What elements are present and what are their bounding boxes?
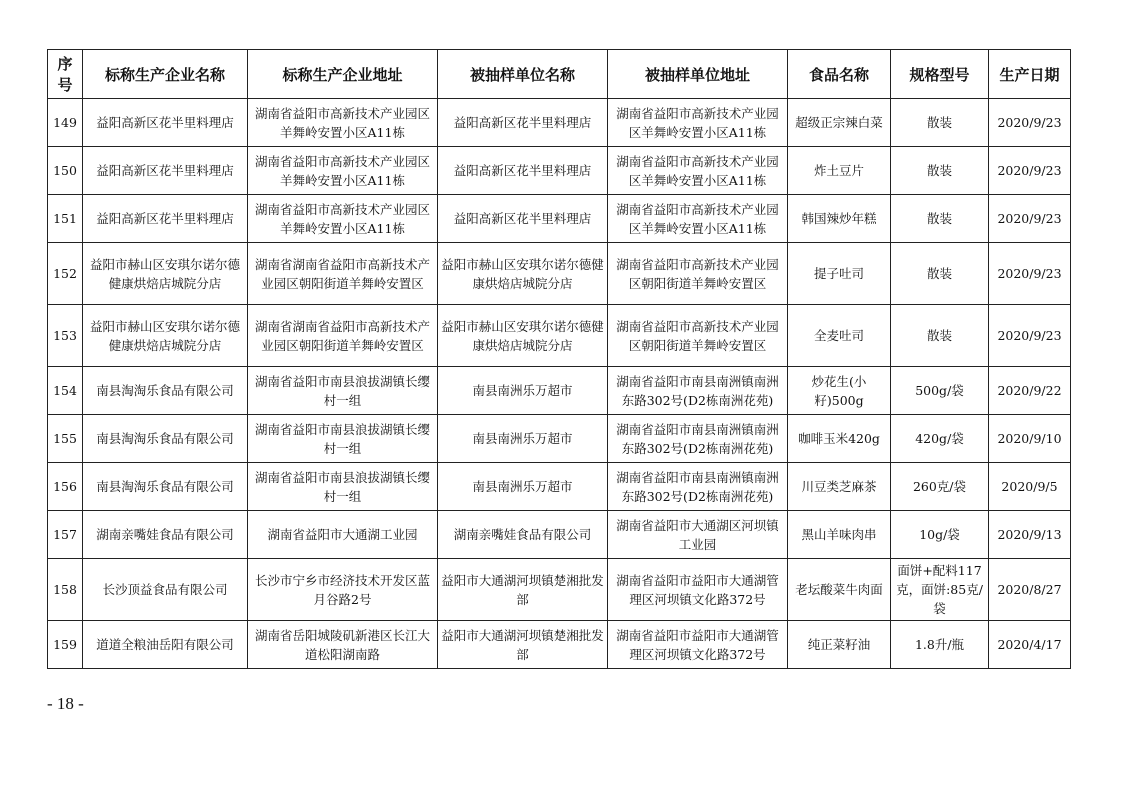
sampled-address: 湖南省益阳市高新技术产业园区羊舞岭安置小区A11栋 xyxy=(608,99,788,147)
maker-address: 湖南省益阳市大通湖工业园 xyxy=(248,511,438,559)
production-date: 2020/8/27 xyxy=(989,559,1071,621)
sampled-address: 湖南省益阳市南县南洲镇南洲东路302号(D2栋南洲花苑) xyxy=(608,367,788,415)
maker-name: 益阳市赫山区安琪尔诺尔德健康烘焙店城院分店 xyxy=(83,243,248,305)
food-name: 咖啡玉米420g xyxy=(788,415,891,463)
sampled-address: 湖南省益阳市高新技术产业园区羊舞岭安置小区A11栋 xyxy=(608,195,788,243)
table-row xyxy=(48,415,1071,463)
production-date: 2020/9/13 xyxy=(989,511,1071,559)
row-number: 153 xyxy=(48,305,83,367)
maker-name: 南县淘淘乐食品有限公司 xyxy=(83,463,248,511)
header-sampled-address: 被抽样单位地址 xyxy=(608,50,788,99)
spec: 420g/袋 xyxy=(891,415,989,463)
maker-address: 湖南省益阳市南县浪拔湖镇长缨村一组 xyxy=(248,463,438,511)
row-number: 152 xyxy=(48,243,83,305)
production-date: 2020/9/23 xyxy=(989,243,1071,305)
food-name: 超级正宗辣白菜 xyxy=(788,99,891,147)
sampled-address: 湖南省益阳市益阳市大通湖管理区河坝镇文化路372号 xyxy=(608,621,788,669)
spec: 散装 xyxy=(891,195,989,243)
row-number: 159 xyxy=(48,621,83,669)
maker-name: 南县淘淘乐食品有限公司 xyxy=(83,415,248,463)
sampled-unit: 益阳高新区花半里料理店 xyxy=(438,99,608,147)
row-number: 155 xyxy=(48,415,83,463)
sampled-address: 湖南省益阳市南县南洲镇南洲东路302号(D2栋南洲花苑) xyxy=(608,463,788,511)
maker-name: 长沙顶益食品有限公司 xyxy=(83,559,248,621)
row-number: 149 xyxy=(48,99,83,147)
maker-name: 益阳高新区花半里料理店 xyxy=(83,147,248,195)
maker-address: 长沙市宁乡市经济技术开发区蓝月谷路2号 xyxy=(248,559,438,621)
spec: 面饼+配料117克，面饼:85克/袋 xyxy=(891,559,989,621)
table-row xyxy=(48,511,1071,559)
table-row xyxy=(48,99,1071,147)
food-name: 老坛酸菜牛肉面 xyxy=(788,559,891,621)
food-name: 黑山羊味肉串 xyxy=(788,511,891,559)
spec: 1.8升/瓶 xyxy=(891,621,989,669)
sampled-unit: 益阳市赫山区安琪尔诺尔德健康烘焙店城院分店 xyxy=(438,305,608,367)
production-date: 2020/9/23 xyxy=(989,305,1071,367)
production-date: 2020/9/5 xyxy=(989,463,1071,511)
table-row xyxy=(48,243,1071,305)
sampled-unit: 益阳高新区花半里料理店 xyxy=(438,147,608,195)
row-number: 158 xyxy=(48,559,83,621)
table-row xyxy=(48,305,1071,367)
maker-address: 湖南省益阳市南县浪拔湖镇长缨村一组 xyxy=(248,367,438,415)
maker-address: 湖南省湖南省益阳市高新技术产业园区朝阳街道羊舞岭安置区 xyxy=(248,305,438,367)
header-maker-address: 标称生产企业地址 xyxy=(248,50,438,99)
food-name: 全麦吐司 xyxy=(788,305,891,367)
sampled-address: 湖南省益阳市高新技术产业园区朝阳街道羊舞岭安置区 xyxy=(608,305,788,367)
page-number: - 18 - xyxy=(47,694,84,713)
production-date: 2020/4/17 xyxy=(989,621,1071,669)
sampled-address: 湖南省益阳市大通湖区河坝镇工业园 xyxy=(608,511,788,559)
spec: 260克/袋 xyxy=(891,463,989,511)
table-row xyxy=(48,147,1071,195)
maker-name: 湖南亲嘴娃食品有限公司 xyxy=(83,511,248,559)
spec: 500g/袋 xyxy=(891,367,989,415)
sampled-unit: 益阳市大通湖河坝镇楚湘批发部 xyxy=(438,559,608,621)
spec: 10g/袋 xyxy=(891,511,989,559)
sampling-table xyxy=(47,49,1071,669)
maker-address: 湖南省益阳市高新技术产业园区羊舞岭安置小区A11栋 xyxy=(248,147,438,195)
table-row xyxy=(48,621,1071,669)
maker-name: 益阳高新区花半里料理店 xyxy=(83,99,248,147)
production-date: 2020/9/23 xyxy=(989,99,1071,147)
food-name: 炒花生(小籽)500g xyxy=(788,367,891,415)
sampled-address: 湖南省益阳市益阳市大通湖管理区河坝镇文化路372号 xyxy=(608,559,788,621)
sampled-unit: 益阳市赫山区安琪尔诺尔德健康烘焙店城院分店 xyxy=(438,243,608,305)
row-number: 151 xyxy=(48,195,83,243)
header-maker: 标称生产企业名称 xyxy=(83,50,248,99)
maker-address: 湖南省湖南省益阳市高新技术产业园区朝阳街道羊舞岭安置区 xyxy=(248,243,438,305)
maker-name: 南县淘淘乐食品有限公司 xyxy=(83,367,248,415)
food-name: 川豆类芝麻茶 xyxy=(788,463,891,511)
production-date: 2020/9/22 xyxy=(989,367,1071,415)
spec: 散装 xyxy=(891,99,989,147)
production-date: 2020/9/23 xyxy=(989,195,1071,243)
maker-address: 湖南省益阳市高新技术产业园区羊舞岭安置小区A11栋 xyxy=(248,195,438,243)
row-number: 150 xyxy=(48,147,83,195)
food-name: 提子吐司 xyxy=(788,243,891,305)
table-row xyxy=(48,559,1071,621)
maker-address: 湖南省益阳市高新技术产业园区羊舞岭安置小区A11栋 xyxy=(248,99,438,147)
sampled-unit: 益阳高新区花半里料理店 xyxy=(438,195,608,243)
table-row xyxy=(48,367,1071,415)
sampled-unit: 南县南洲乐万超市 xyxy=(438,367,608,415)
production-date: 2020/9/23 xyxy=(989,147,1071,195)
maker-address: 湖南省岳阳城陵矶新港区长江大道松阳湖南路 xyxy=(248,621,438,669)
sampled-unit: 南县南洲乐万超市 xyxy=(438,463,608,511)
header-production-date: 生产日期 xyxy=(989,50,1071,99)
header-sampled-unit: 被抽样单位名称 xyxy=(438,50,608,99)
sampled-unit: 南县南洲乐万超市 xyxy=(438,415,608,463)
maker-name: 益阳高新区花半里料理店 xyxy=(83,195,248,243)
row-number: 157 xyxy=(48,511,83,559)
food-name: 炸土豆片 xyxy=(788,147,891,195)
table-row xyxy=(48,463,1071,511)
sampled-address: 湖南省益阳市高新技术产业园区羊舞岭安置小区A11栋 xyxy=(608,147,788,195)
maker-address: 湖南省益阳市南县浪拔湖镇长缨村一组 xyxy=(248,415,438,463)
food-name: 韩国辣炒年糕 xyxy=(788,195,891,243)
header-spec: 规格型号 xyxy=(891,50,989,99)
spec: 散装 xyxy=(891,147,989,195)
maker-name: 益阳市赫山区安琪尔诺尔德健康烘焙店城院分店 xyxy=(83,305,248,367)
table-header-row xyxy=(48,50,1071,99)
production-date: 2020/9/10 xyxy=(989,415,1071,463)
sampled-unit: 益阳市大通湖河坝镇楚湘批发部 xyxy=(438,621,608,669)
sampled-address: 湖南省益阳市南县南洲镇南洲东路302号(D2栋南洲花苑) xyxy=(608,415,788,463)
header-food-name: 食品名称 xyxy=(788,50,891,99)
table-row xyxy=(48,195,1071,243)
spec: 散装 xyxy=(891,305,989,367)
row-number: 154 xyxy=(48,367,83,415)
maker-name: 道道全粮油岳阳有限公司 xyxy=(83,621,248,669)
row-number: 156 xyxy=(48,463,83,511)
spec: 散装 xyxy=(891,243,989,305)
sampled-address: 湖南省益阳市高新技术产业园区朝阳街道羊舞岭安置区 xyxy=(608,243,788,305)
food-name: 纯正菜籽油 xyxy=(788,621,891,669)
header-no: 序号 xyxy=(48,50,83,99)
sampled-unit: 湖南亲嘴娃食品有限公司 xyxy=(438,511,608,559)
